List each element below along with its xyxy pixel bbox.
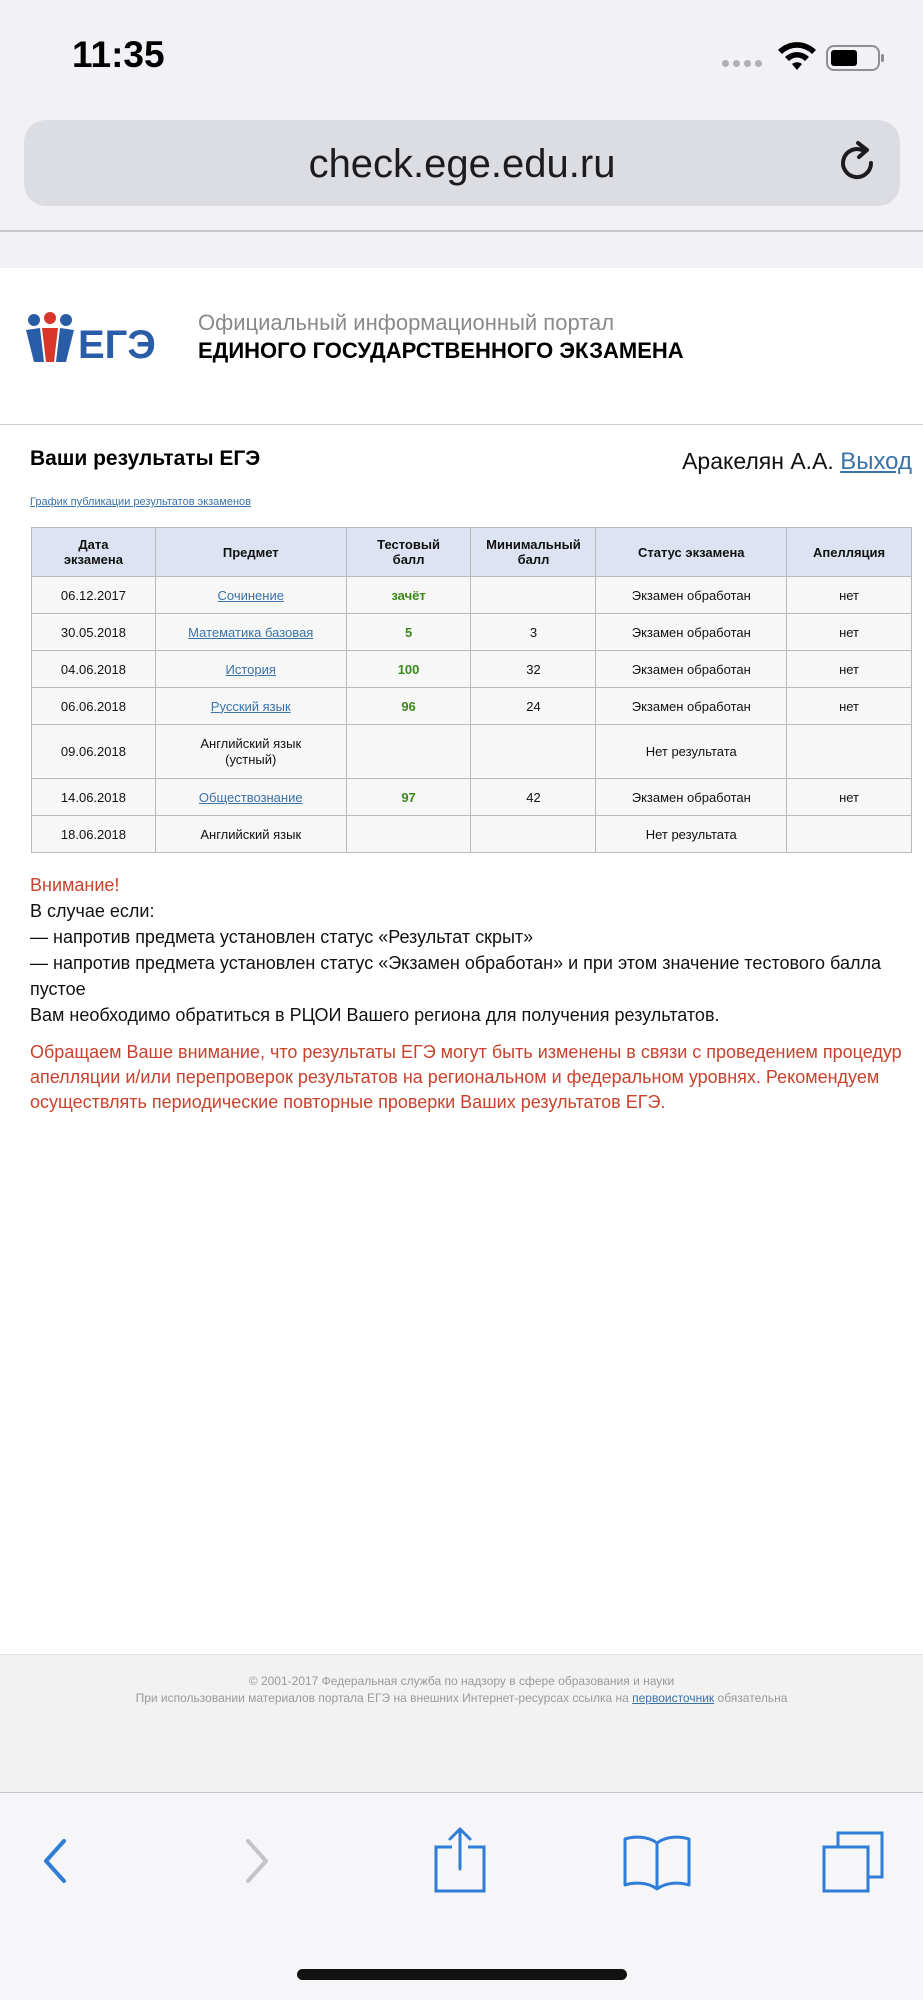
cell-min-score: 42 xyxy=(471,779,596,816)
subject-link[interactable]: Сочинение xyxy=(217,587,284,603)
cell-date: 06.06.2018 xyxy=(32,688,156,725)
footer-copyright: © 2001-2017 Федеральная служба по надзору в сфере образования и науки xyxy=(248,1674,675,1688)
cell-subject: Английский язык xyxy=(155,816,346,853)
cell-score: зачёт xyxy=(346,577,471,614)
table-row xyxy=(32,651,912,688)
cell-min-score: 24 xyxy=(471,688,596,725)
cell-subject[interactable] xyxy=(155,688,346,725)
browser-chrome xyxy=(0,110,923,232)
cell-date: 18.06.2018 xyxy=(32,816,156,853)
logo-text: ЕГЭ xyxy=(78,323,156,367)
cell-score xyxy=(346,816,471,853)
cell-date: 30.05.2018 xyxy=(32,614,156,651)
notice-line: В случае если: xyxy=(30,901,155,921)
wifi-icon xyxy=(776,40,818,74)
cell-score xyxy=(346,725,471,779)
notice-line: — напротив предмета установлен статус «Экзамен обработан» и при этом значение тестового балла пустое xyxy=(30,953,881,999)
subject-link[interactable]: Обществознание xyxy=(198,789,303,805)
cell-score: 97 xyxy=(346,779,471,816)
header-date: Дата экзамена xyxy=(32,528,156,577)
subject-link[interactable]: Математика базовая xyxy=(188,624,314,640)
header-subject: Предмет xyxy=(155,528,346,577)
cell-date: 09.06.2018 xyxy=(32,725,156,779)
cell-subject[interactable] xyxy=(155,651,346,688)
user-name: Аракелян А.А. xyxy=(682,448,834,474)
cell-date: 04.06.2018 xyxy=(32,651,156,688)
forward-icon[interactable] xyxy=(240,1831,276,1891)
notice-line: Вам необходимо обратиться в РЦОИ Вашего региона для получения результатов. xyxy=(30,1005,720,1025)
header-appeal: Апелляция xyxy=(787,528,912,577)
url-text[interactable]: check.ege.edu.ru xyxy=(308,142,616,186)
cell-score: 100 xyxy=(346,651,471,688)
cell-appeal: нет xyxy=(787,651,912,688)
cell-appeal: нет xyxy=(787,779,912,816)
table-row xyxy=(32,816,912,853)
ege-logo[interactable] xyxy=(26,308,166,368)
bookmarks-icon[interactable] xyxy=(622,1833,692,1891)
notice-warning: Внимание! xyxy=(30,875,120,895)
cell-appeal: нет xyxy=(787,614,912,651)
footer-usage-note: При использовании материалов портала ЕГЭ на внешних Интернет-ресурсах ссылка на первоисточник обязательна xyxy=(135,1691,788,1705)
header-test-score: Тестовый балл xyxy=(346,528,471,577)
cell-appeal: нет xyxy=(787,577,912,614)
user-area xyxy=(682,448,912,476)
table-header-row xyxy=(32,528,912,577)
reload-icon[interactable] xyxy=(834,140,880,186)
cell-subject[interactable] xyxy=(155,577,346,614)
logout-link[interactable]: Выход xyxy=(840,448,912,475)
cell-status: Нет результата xyxy=(596,725,787,779)
cell-subject[interactable] xyxy=(155,779,346,816)
tabs-icon[interactable] xyxy=(820,1829,886,1895)
status-bar xyxy=(0,0,923,110)
notice-line: — напротив предмета установлен статус «Результат скрыт» xyxy=(30,927,534,947)
address-bar[interactable] xyxy=(24,120,900,206)
cell-min-score xyxy=(471,577,596,614)
back-icon[interactable] xyxy=(36,1831,72,1891)
table-row xyxy=(32,688,912,725)
share-icon[interactable] xyxy=(432,1825,488,1895)
table-row xyxy=(32,614,912,651)
schedule-link[interactable]: График публикации результатов экзаменов xyxy=(30,496,252,508)
cell-status: Экзамен обработан xyxy=(596,614,787,651)
cell-appeal xyxy=(787,816,912,853)
page-title: Ваши результаты ЕГЭ xyxy=(30,447,261,470)
cell-status: Нет результата xyxy=(596,816,787,853)
portal-subtitle: Официальный информационный портал xyxy=(198,310,615,335)
notice-results-change: Обращаем Ваше внимание, что результаты ЕГЭ могут быть изменены в связи с проведением процедур апелляции и/или перепроверок результатов на региональном и федеральном уровнях. Рекомендуем осуществлять периодические повторные проверки Ваших результатов ЕГЭ. xyxy=(30,1042,902,1112)
header-status: Статус экзамена xyxy=(596,528,787,577)
cell-date: 14.06.2018 xyxy=(32,779,156,816)
cell-status: Экзамен обработан xyxy=(596,651,787,688)
cell-status: Экзамен обработан xyxy=(596,688,787,725)
cell-date: 06.12.2017 xyxy=(32,577,156,614)
results-table xyxy=(31,527,912,853)
header-min-score: Минимальный балл xyxy=(471,528,596,577)
site-header xyxy=(0,268,923,425)
subject-link[interactable]: Русский язык xyxy=(210,698,291,714)
cell-appeal: нет xyxy=(787,688,912,725)
home-indicator[interactable] xyxy=(297,1969,627,1980)
table-row xyxy=(32,779,912,816)
subject-link[interactable]: История xyxy=(225,661,276,677)
cell-subject[interactable] xyxy=(155,614,346,651)
site-footer xyxy=(0,1654,923,1792)
cell-status: Экзамен обработан xyxy=(596,577,787,614)
cell-subject: Английский язык (устный) xyxy=(155,725,346,779)
cell-min-score xyxy=(471,816,596,853)
cell-appeal xyxy=(787,725,912,779)
browser-gap xyxy=(0,232,923,268)
cell-score: 5 xyxy=(346,614,471,651)
footer-source-link[interactable]: первоисточник xyxy=(632,1691,715,1705)
notice-block xyxy=(30,872,910,1028)
portal-title: ЕДИНОГО ГОСУДАРСТВЕННОГО ЭКЗАМЕНА xyxy=(198,338,684,363)
table-row xyxy=(32,725,912,779)
cell-status: Экзамен обработан xyxy=(596,779,787,816)
cellular-signal-icon xyxy=(722,60,762,67)
battery-icon xyxy=(826,44,886,72)
table-row xyxy=(32,577,912,614)
status-time: 11:35 xyxy=(72,34,165,75)
cell-min-score xyxy=(471,725,596,779)
cell-min-score: 3 xyxy=(471,614,596,651)
cell-score: 96 xyxy=(346,688,471,725)
cell-min-score: 32 xyxy=(471,651,596,688)
